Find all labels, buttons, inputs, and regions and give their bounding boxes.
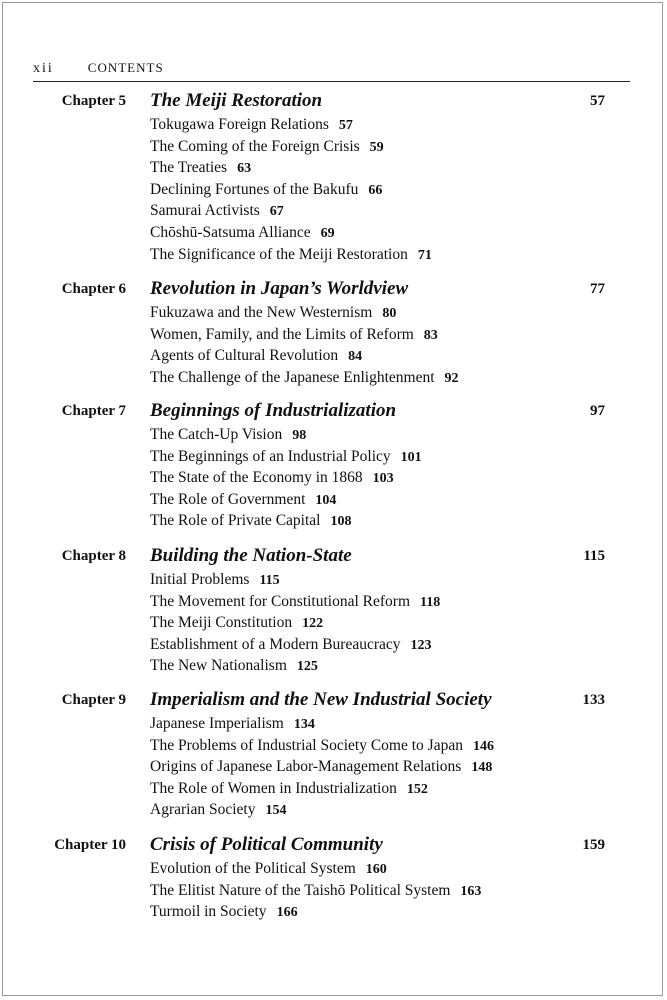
chapter-label: Chapter 8 — [61, 548, 126, 564]
chapter-page-number: 133 — [582, 692, 605, 708]
chapter-title[interactable]: Crisis of Political Community — [150, 834, 383, 855]
section-title: The Catch-Up Vision — [150, 426, 283, 443]
chapter-page-number: 77 — [590, 281, 605, 297]
chapter-title[interactable]: Building the Nation-State — [150, 545, 352, 566]
section-entry[interactable] — [150, 634, 440, 656]
section-entry[interactable] — [150, 858, 481, 880]
section-page-number: 122 — [302, 616, 324, 632]
section-entry[interactable] — [150, 655, 440, 677]
chapter-label: Chapter 7 — [61, 403, 126, 419]
section-entry[interactable] — [150, 424, 422, 446]
section-list — [150, 858, 481, 923]
section-title: Establishment of a Modern Bureaucracy — [150, 635, 401, 653]
section-title: The Beginnings of an Industrial Policy — [150, 447, 391, 465]
section-title: Samurai Activists — [150, 202, 260, 220]
section-page-number: 59 — [369, 139, 384, 155]
section-title: Declining Fortunes of the Bakufu — [150, 180, 359, 198]
section-page-number: 118 — [420, 594, 441, 610]
section-title: The Significance of the Meiji Restoration — [150, 245, 408, 263]
section-page-number: 152 — [406, 781, 428, 797]
section-entry[interactable] — [150, 901, 481, 923]
section-page-number: 166 — [276, 905, 298, 921]
section-entry[interactable] — [150, 569, 440, 591]
section-title: Japanese Imperialism — [150, 715, 284, 732]
section-page-number: 98 — [292, 428, 307, 443]
section-entry[interactable] — [150, 713, 494, 735]
chapter-page-number: 97 — [590, 403, 605, 419]
section-title: The Problems of Industrial Society Come to Japan — [150, 736, 463, 754]
section-entry[interactable] — [150, 756, 494, 778]
section-page-number: 104 — [315, 492, 337, 508]
section-page-number: 92 — [444, 370, 459, 386]
section-entry[interactable] — [150, 367, 459, 389]
section-entry[interactable] — [150, 489, 422, 511]
section-page-number: 134 — [293, 717, 315, 732]
section-title: Chōshū-Satsuma Alliance — [150, 223, 311, 241]
section-title: The Elitist Nature of the Taishō Political System — [150, 881, 451, 899]
section-entry[interactable] — [150, 345, 459, 367]
section-title: Turmoil in Society — [150, 903, 267, 921]
section-title: The New Nationalism — [150, 657, 287, 675]
section-title: Tokugawa Foreign Relations — [150, 116, 329, 133]
section-title: The Role of Government — [150, 490, 306, 508]
section-page-number: 154 — [265, 803, 287, 819]
section-page-number: 101 — [400, 449, 422, 465]
section-page-number: 80 — [382, 306, 397, 321]
section-page-number: 125 — [296, 659, 318, 675]
section-list — [150, 569, 440, 677]
section-entry[interactable] — [150, 222, 432, 244]
section-page-number: 115 — [259, 573, 280, 588]
section-list — [150, 713, 494, 821]
chapter-title[interactable]: Imperialism and the New Industrial Society — [150, 689, 492, 710]
section-entry[interactable] — [150, 446, 422, 468]
chapter-label: Chapter 5 — [61, 93, 126, 109]
section-entry[interactable] — [150, 612, 440, 634]
section-entry[interactable] — [150, 324, 459, 346]
section-entry[interactable] — [150, 179, 432, 201]
section-page-number: 123 — [410, 637, 432, 653]
section-page-number: 66 — [368, 182, 383, 198]
section-page-number: 57 — [338, 118, 353, 133]
section-title: Agents of Cultural Revolution — [150, 347, 339, 365]
chapter-label: Chapter 9 — [61, 692, 126, 708]
section-title: The Role of Private Capital — [150, 512, 321, 530]
running-head-title: CONTENTS — [87, 60, 164, 75]
page-folio: xii — [33, 61, 54, 76]
section-entry[interactable] — [150, 244, 432, 266]
section-entry[interactable] — [150, 510, 422, 532]
chapter-label: Chapter 10 — [54, 837, 126, 853]
section-title: The Coming of the Foreign Crisis — [150, 137, 360, 155]
section-title: Women, Family, and the Limits of Reform — [150, 325, 414, 343]
section-page-number: 84 — [348, 349, 363, 365]
chapter-label: Chapter 6 — [61, 281, 126, 297]
section-title: Origins of Japanese Labor-Management Relations — [150, 758, 462, 776]
section-title: The Treaties — [150, 159, 228, 177]
section-page-number: 148 — [471, 760, 493, 776]
section-page-number: 146 — [472, 738, 494, 754]
section-list — [150, 114, 432, 265]
section-title: Initial Problems — [150, 571, 250, 588]
section-entry[interactable] — [150, 591, 440, 613]
section-entry[interactable] — [150, 114, 432, 136]
section-page-number: 67 — [269, 204, 284, 220]
chapter-page-number: 115 — [583, 548, 605, 564]
section-entry[interactable] — [150, 136, 432, 158]
section-page-number: 103 — [372, 471, 394, 487]
section-entry[interactable] — [150, 735, 494, 757]
running-head — [33, 60, 164, 77]
section-title: The Challenge of the Japanese Enlightenment — [150, 368, 435, 386]
section-entry[interactable] — [150, 200, 432, 222]
section-list — [150, 424, 422, 532]
chapter-title[interactable]: The Meiji Restoration — [150, 90, 323, 111]
section-title: Fukuzawa and the New Westernism — [150, 304, 373, 321]
section-entry[interactable] — [150, 467, 422, 489]
section-title: Agrarian Society — [150, 801, 256, 819]
section-page-number: 108 — [330, 514, 352, 530]
section-page-number: 71 — [417, 247, 432, 263]
section-page-number: 69 — [320, 225, 335, 241]
section-title: The Movement for Constitutional Reform — [150, 592, 411, 610]
section-entry[interactable] — [150, 778, 494, 800]
section-page-number: 83 — [423, 327, 438, 343]
section-page-number: 160 — [365, 862, 387, 877]
chapter-title[interactable]: Beginnings of Industrialization — [150, 400, 397, 421]
section-entry[interactable] — [150, 880, 481, 902]
section-entry[interactable] — [150, 302, 459, 324]
section-title: Evolution of the Political System — [150, 860, 356, 877]
chapter-page-number: 57 — [590, 93, 605, 109]
section-title: The Role of Women in Industrialization — [150, 779, 397, 797]
chapter-page-number: 159 — [582, 837, 605, 853]
section-page-number: 163 — [460, 883, 482, 899]
section-title: The Meiji Constitution — [150, 614, 293, 632]
section-entry[interactable] — [150, 157, 432, 179]
chapter-title[interactable]: Revolution in Japan’s Worldview — [150, 278, 409, 299]
section-title: The State of the Economy in 1868 — [150, 469, 363, 487]
header-rule — [33, 81, 630, 82]
section-entry[interactable] — [150, 799, 494, 821]
section-page-number: 63 — [237, 161, 252, 177]
section-list — [150, 302, 459, 388]
